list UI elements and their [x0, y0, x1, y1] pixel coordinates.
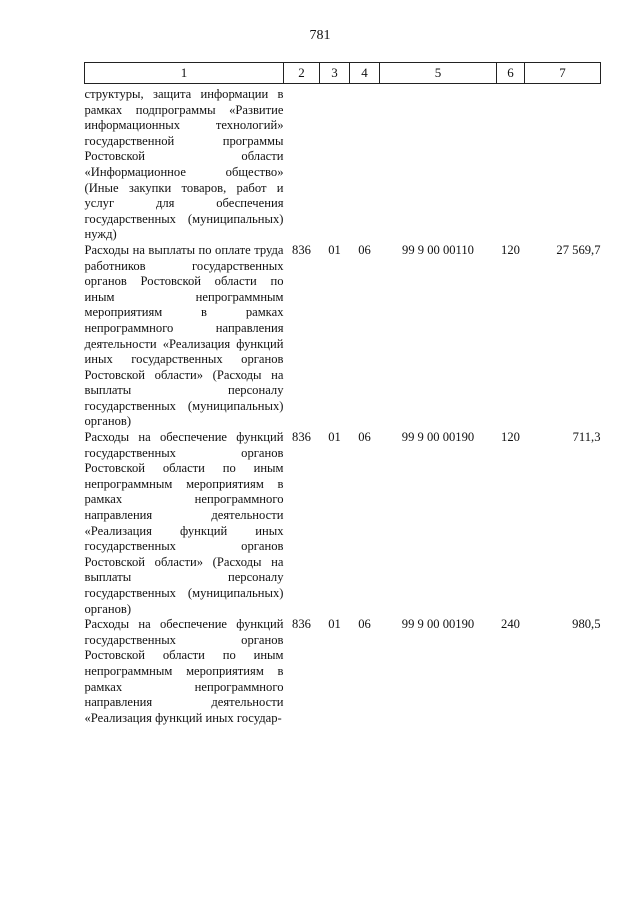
row-description: Расходы на выплаты по оплате труда работников государственных органов Ростовской области по иным непрограммным мероприятиям в рамках непрограммного направления деятельности «Реализация функций иных государственных органов Ростовской области» (Расходы на выплаты персоналу государственных (муниципальных) органов) — [84, 242, 284, 429]
budget-table — [84, 62, 601, 726]
row-description: Расходы на обеспечение функций государственных органов Ростовской области по иным непрограммным мероприятиям в рамках непрограммного направления деятельности «Реализация функций иных государ- — [84, 617, 284, 725]
table-row — [85, 617, 601, 726]
page-number: 781 — [309, 28, 331, 43]
column-header: 7 — [525, 63, 601, 84]
row-col2: 836 — [292, 617, 311, 632]
column-header: 1 — [85, 63, 284, 84]
column-header: 6 — [497, 63, 525, 84]
table-row — [85, 84, 601, 243]
row-col6: 120 — [501, 430, 520, 445]
row-col6 — [497, 84, 525, 243]
row-col2: 836 — [292, 430, 311, 445]
row-col5 — [380, 84, 497, 243]
row-description: структуры, защита информации в рамках подпрограммы «Развитие информационных технологий» государственной программы Ростовской области «Информационное общество» (Иные закупки товаров, работ и услуг для обеспечения государственных (муниципальных) нужд) — [84, 87, 284, 242]
table-row — [85, 430, 601, 617]
row-col3: 01 — [328, 242, 341, 257]
row-col3 — [320, 84, 350, 243]
table-row — [85, 243, 601, 430]
column-header: 4 — [350, 63, 380, 84]
row-col5: 99 9 00 00190 — [401, 430, 475, 445]
row-col2 — [284, 84, 320, 243]
row-col2: 836 — [292, 242, 311, 257]
row-col7 — [525, 84, 601, 243]
row-col6: 120 — [501, 242, 520, 257]
row-col6: 240 — [501, 617, 520, 632]
row-description: Расходы на обеспечение функций государственных органов Ростовской области по иным непрограммным мероприятиям в рамках непрограммного направления деятельности «Реализация функций иных государственных органов Ростовской области» (Расходы на выплаты персоналу государственных (муниципальных) органов) — [84, 430, 284, 616]
row-col3: 01 — [328, 430, 341, 445]
row-col4: 06 — [358, 242, 371, 257]
column-header: 3 — [320, 63, 350, 84]
row-col4: 06 — [358, 430, 371, 445]
row-col4: 06 — [358, 617, 371, 632]
column-header: 2 — [284, 63, 320, 84]
row-col7: 980,5 — [572, 617, 601, 632]
column-header: 5 — [380, 63, 497, 84]
row-col5: 99 9 00 00110 — [402, 242, 474, 257]
row-col7: 27 569,7 — [556, 242, 601, 257]
table-header-row — [85, 63, 601, 84]
row-col4 — [350, 84, 380, 243]
row-col3: 01 — [328, 617, 341, 632]
row-col7: 711,3 — [572, 430, 601, 445]
row-col5: 99 9 00 00190 — [401, 617, 475, 632]
